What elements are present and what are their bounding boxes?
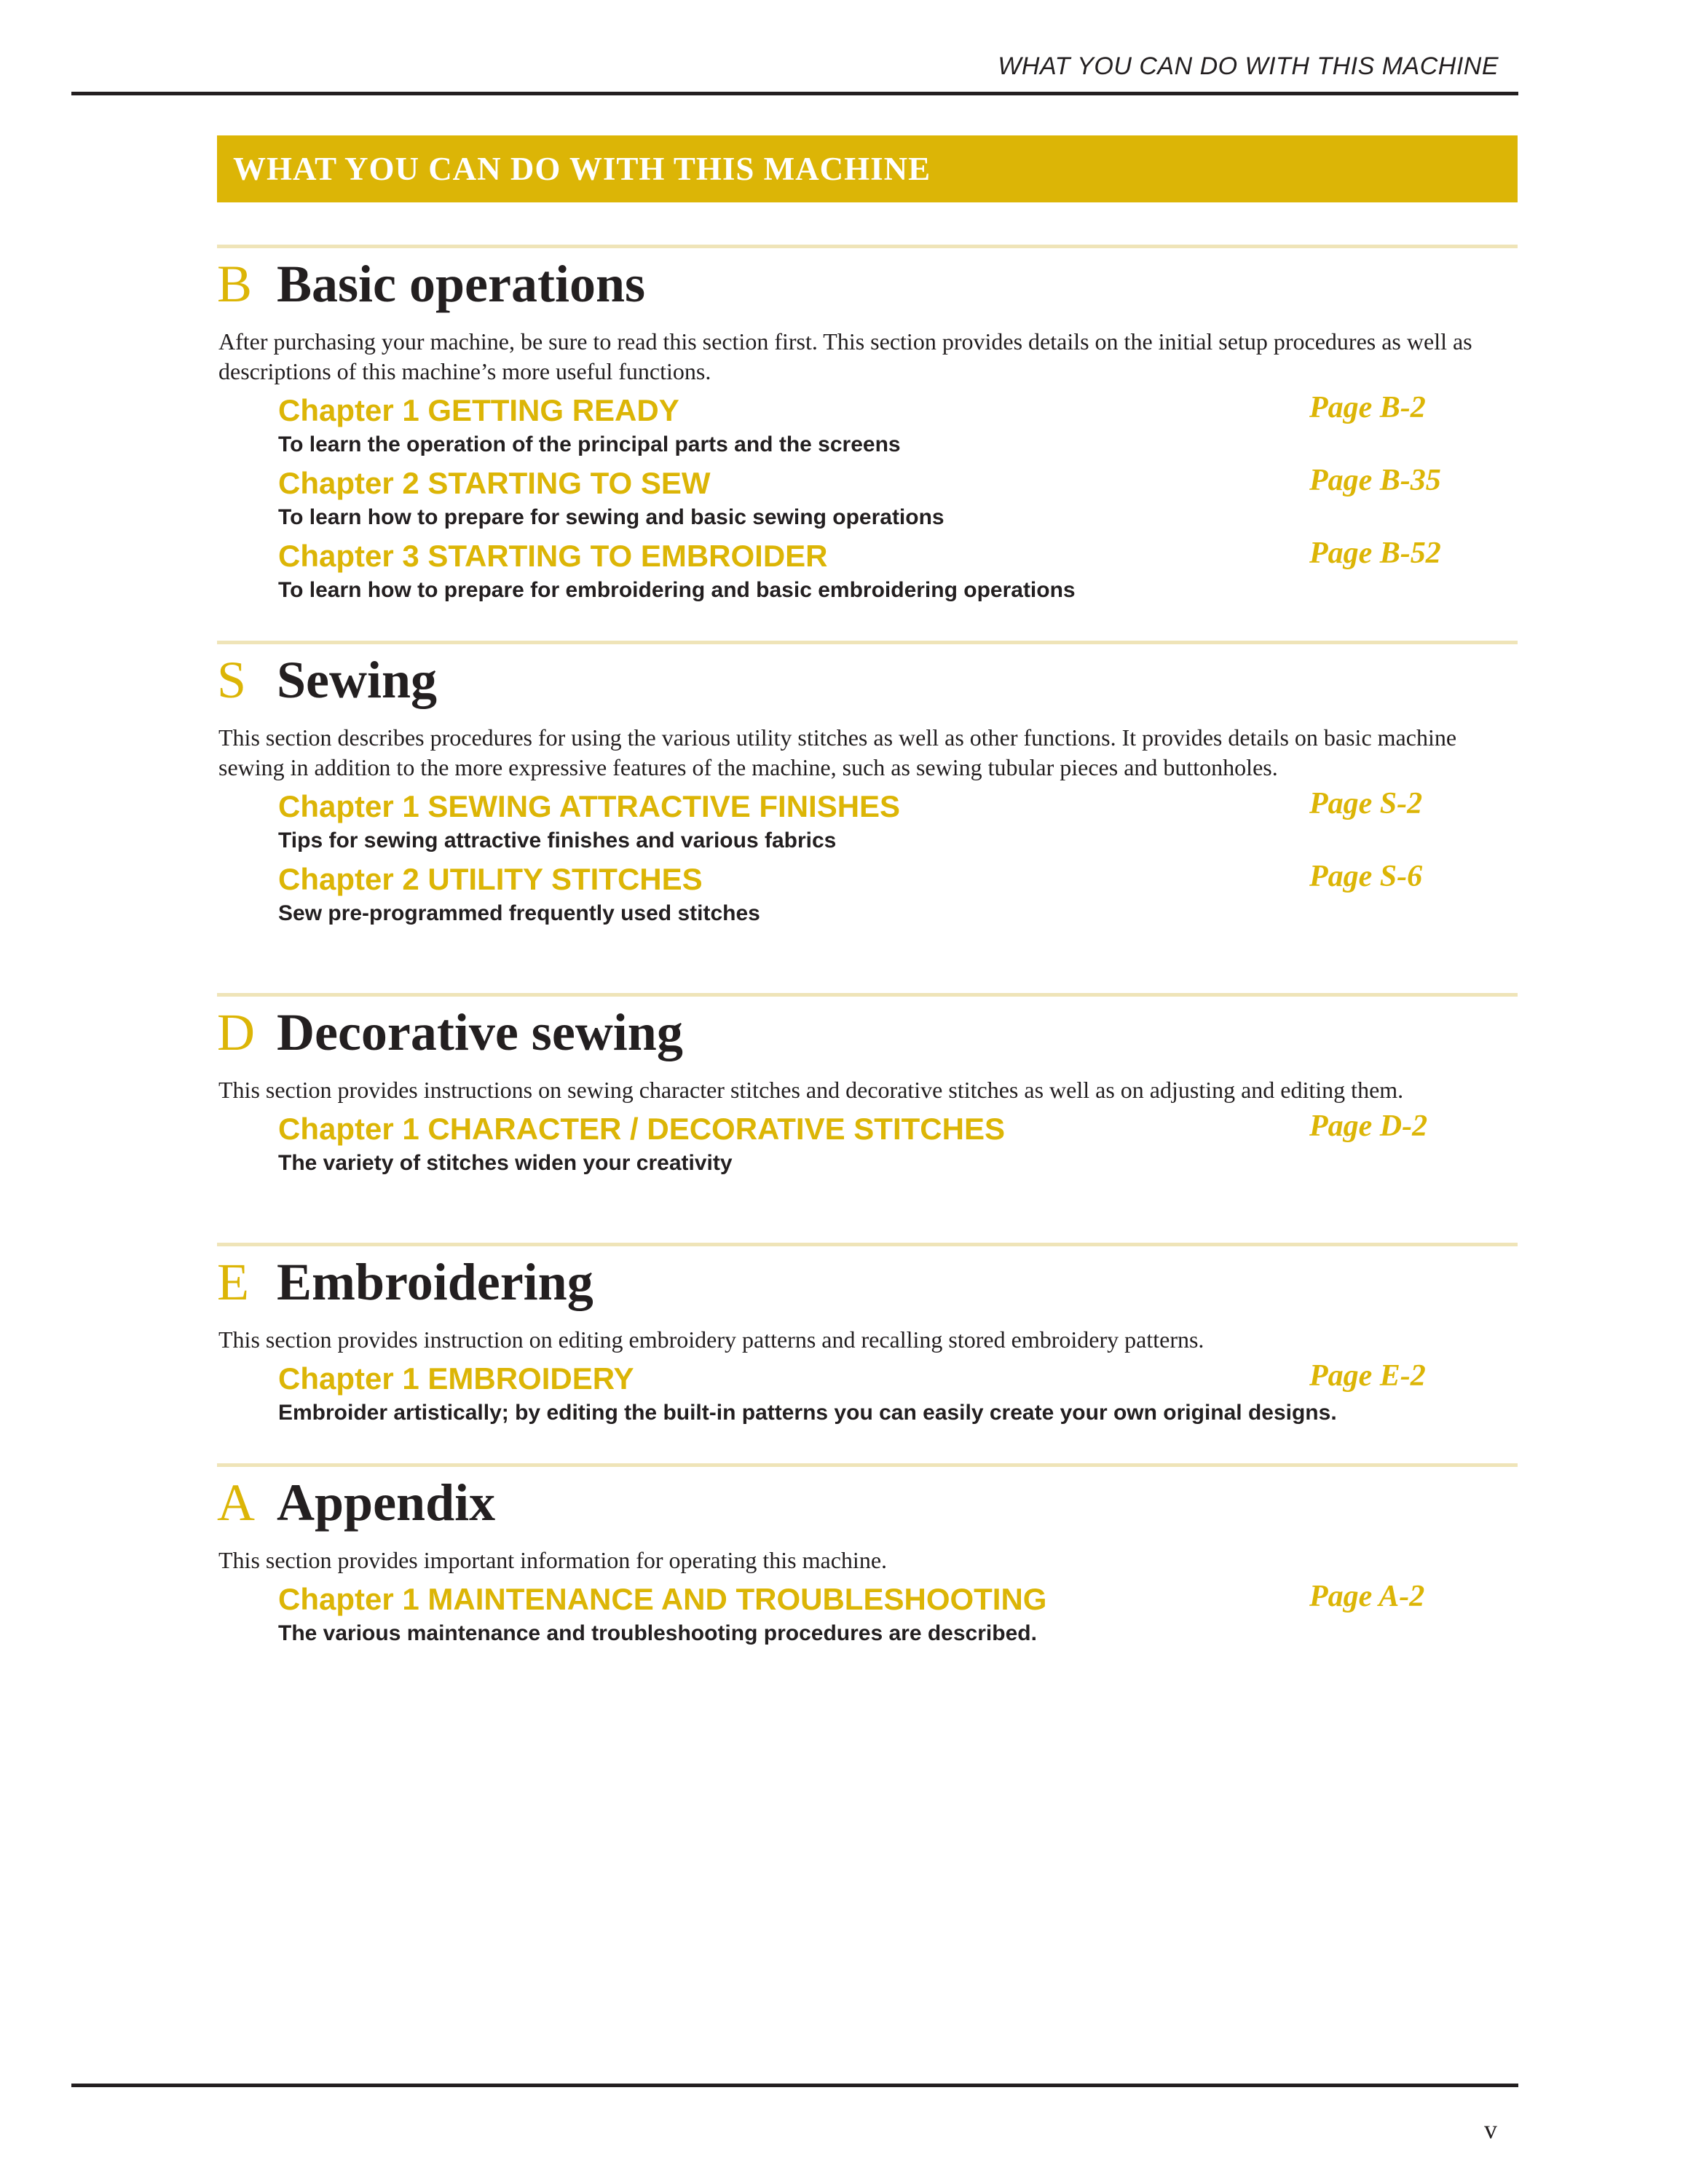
section-description: After purchasing your machine, be sure to read this section first. This section provides details on the initial setup procedures as well as descriptions of this machine’s more useful functions. <box>218 328 1472 384</box>
chapter-title[interactable]: Chapter 1 MAINTENANCE AND TROUBLESHOOTING <box>278 1582 1047 1616</box>
section-description: This section provides instruction on editing embroidery patterns and recalling stored embroidery patterns. <box>218 1326 1204 1353</box>
page-number: v <box>1484 2115 1497 2144</box>
section-letter: B <box>217 255 253 313</box>
section-heading <box>217 1252 1518 1319</box>
section-description: This section provides instructions on sewing character stitches and decorative stitches as well as on adjusting and editing them. <box>218 1077 1404 1103</box>
section-divider <box>217 1243 1518 1246</box>
chapter-description: To learn how to prepare for embroidering and basic embroidering operations <box>278 578 1076 602</box>
chapter-page-ref[interactable]: Page B-52 <box>1309 537 1441 570</box>
chapter-description: The variety of stitches widen your creativity <box>278 1151 733 1175</box>
section-sewing <box>217 641 1518 933</box>
section-description: This section provides important information for operating this machine. <box>218 1547 888 1573</box>
chapter-list <box>217 1580 1518 1653</box>
section-description: This section describes procedures for using the various utility stitches as well as other functions. It provides details on basic machine sewing in addition to the more expressive features of the machine, such as sewing tubular pieces and buttonholes. <box>218 724 1457 780</box>
section-heading <box>217 1002 1518 1069</box>
chapter-page-ref[interactable]: Page E-2 <box>1309 1359 1426 1393</box>
section-letter: D <box>217 1003 255 1061</box>
footer-rule <box>71 2084 1518 2087</box>
chapter-entry[interactable] <box>217 1359 1518 1432</box>
chapter-title[interactable]: Chapter 1 EMBROIDERY <box>278 1361 634 1396</box>
section-divider <box>217 1463 1518 1467</box>
section-title: Appendix <box>277 1473 496 1532</box>
section-embroidering <box>217 1243 1518 1432</box>
chapter-page-ref[interactable]: Page B-35 <box>1309 464 1441 497</box>
chapter-title[interactable]: Chapter 2 STARTING TO SEW <box>278 466 711 500</box>
chapter-title[interactable]: Chapter 1 SEWING ATTRACTIVE FINISHES <box>278 789 901 823</box>
chapter-entry[interactable] <box>217 1580 1518 1653</box>
chapter-description: The various maintenance and troubleshooting procedures are described. <box>278 1621 1037 1645</box>
section-appendix <box>217 1463 1518 1653</box>
chapter-title[interactable]: Chapter 3 STARTING TO EMBROIDER <box>278 539 828 573</box>
header-rule <box>71 92 1518 95</box>
section-basic-operations <box>217 245 1518 609</box>
section-heading <box>217 254 1518 321</box>
section-letter: S <box>217 651 247 709</box>
section-title: Decorative sewing <box>277 1003 683 1061</box>
section-title: Sewing <box>277 651 438 709</box>
chapter-list <box>217 787 1518 933</box>
section-letter: A <box>217 1473 255 1532</box>
chapter-entry[interactable] <box>217 391 1518 464</box>
chapter-title[interactable]: Chapter 1 GETTING READY <box>278 393 679 427</box>
chapter-entry[interactable] <box>217 860 1518 933</box>
section-letter: E <box>217 1253 249 1311</box>
section-divider <box>217 641 1518 644</box>
page-banner <box>217 135 1518 202</box>
chapter-list <box>217 391 1518 609</box>
section-title: Basic operations <box>277 255 646 313</box>
chapter-description: Embroider artistically; by editing the built-in patterns you can easily create your own original designs. <box>278 1401 1337 1425</box>
chapter-page-ref[interactable]: Page S-2 <box>1309 787 1423 820</box>
chapter-description: Sew pre-programmed frequently used stitches <box>278 901 760 925</box>
section-divider <box>217 245 1518 248</box>
section-divider <box>217 993 1518 997</box>
chapter-entry[interactable] <box>217 1109 1518 1182</box>
chapter-list <box>217 1359 1518 1432</box>
section-title: Embroidering <box>277 1253 593 1311</box>
chapter-entry[interactable] <box>217 537 1518 609</box>
chapter-title[interactable]: Chapter 1 CHARACTER / DECORATIVE STITCHES <box>278 1112 1005 1146</box>
chapter-page-ref[interactable]: Page D-2 <box>1309 1109 1428 1143</box>
chapter-page-ref[interactable]: Page B-2 <box>1309 391 1426 424</box>
section-decorative-sewing <box>217 993 1518 1182</box>
chapter-description: Tips for sewing attractive finishes and various fabrics <box>278 828 837 852</box>
chapter-description: To learn how to prepare for sewing and basic sewing operations <box>278 505 944 529</box>
chapter-entry[interactable] <box>217 787 1518 860</box>
running-head: WHAT YOU CAN DO WITH THIS MACHINE <box>998 52 1499 80</box>
section-heading <box>217 650 1518 717</box>
section-heading <box>217 1473 1518 1540</box>
chapter-description: To learn the operation of the principal parts and the screens <box>278 432 901 456</box>
chapter-page-ref[interactable]: Page A-2 <box>1309 1580 1425 1613</box>
chapter-page-ref[interactable]: Page S-6 <box>1309 860 1423 893</box>
chapter-list <box>217 1109 1518 1182</box>
chapter-entry[interactable] <box>217 464 1518 537</box>
chapter-title[interactable]: Chapter 2 UTILITY STITCHES <box>278 862 703 896</box>
banner-title: WHAT YOU CAN DO WITH THIS MACHINE <box>233 151 931 187</box>
